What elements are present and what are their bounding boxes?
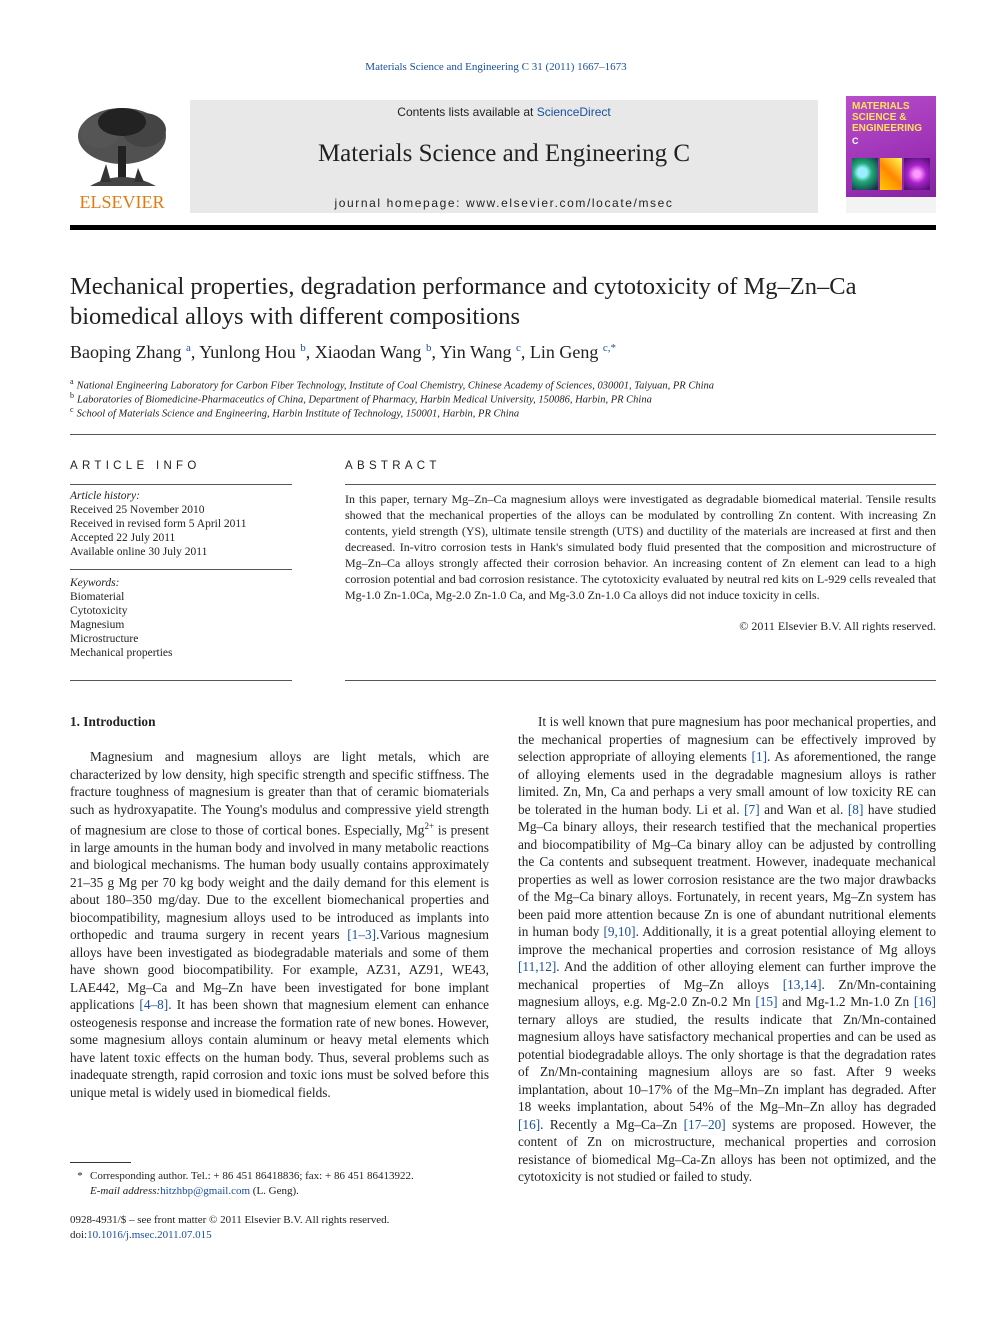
author-affil-mark[interactable]: c [516, 342, 521, 354]
affiliation-mark: b [70, 391, 74, 400]
footnote [70, 1169, 489, 1199]
body-text: and Mg-1.2 Mn-1.0 Zn [777, 994, 914, 1009]
journal-cover-image [846, 96, 936, 213]
author-list: Baoping Zhang $^a$, Yunlong Hou $^b$, Xiaodan Wang $^b$, Yin Wang $^c$, Lin Geng $^{c,*}$ [70, 342, 617, 362]
author-affil-mark[interactable]: b [300, 342, 306, 354]
citation-link[interactable]: [8] [847, 801, 864, 817]
section-divider [70, 434, 936, 435]
email-suffix: (L. Geng). [250, 1185, 299, 1197]
citation-link[interactable]: [16] [913, 994, 936, 1009]
footnote-rule [70, 1162, 131, 1163]
body-text: . And the addition of other alloying element can further improve the mechanical properties of Mg–Zn alloys [518, 959, 936, 992]
cover-art-panel [904, 158, 930, 190]
author-name[interactable]: Baoping Zhang [70, 342, 182, 362]
journal-header-box [190, 100, 818, 213]
body-right-column [518, 713, 936, 1186]
issn-line: 0928-4931/$ – see front matter © 2011 Elsevier B.V. All rights reserved. [70, 1214, 390, 1226]
contents-prefix: Contents lists available at [397, 105, 537, 119]
corresponding-author: Corresponding author. Tel.: + 86 451 86418836; fax: + 86 451 86413922. [90, 1170, 414, 1182]
abstract-heading: ABSTRACT [345, 460, 441, 472]
body-text: It is well known that pure magnesium has poor mechanical properties, and the mechanical properties of magnesium can be effectively improved by selection appropriate of alloying elements [518, 714, 936, 764]
author-name[interactable]: Lin Geng [529, 342, 599, 362]
affiliation [70, 405, 936, 420]
author-name[interactable]: Xiaodan Wang [314, 342, 422, 362]
author-affil-mark[interactable]: b [425, 342, 432, 354]
body-text: is present in large amounts in the human body and involved in many metabolic reactions and biological mechanisms. The human body usually contains approximately 21–35 g Mg per 70 kg body weight and the daily demand for this element is about 180–350 mg/day. Due to the excellent biomechanical properties and biocompatibility, magnesium alloys used to be introduced as implants into orthopedic and trauma surgery in recent years [70, 822, 489, 943]
author-affil-mark[interactable]: c,* [602, 342, 617, 354]
cover-art-panel [880, 158, 902, 190]
masthead [70, 94, 936, 216]
affiliation-text: School of Materials Science and Engineering, Harbin Institute of Technology, 150001, Harbin, PR China [76, 408, 520, 420]
journal-citation[interactable]: Materials Science and Engineering C 31 (2011) 1667–1673 [365, 61, 627, 73]
footnote-star: * [77, 1170, 83, 1182]
body-text: systems are proposed. However, the content of Zn on microstructure, mechanical properties and corrosion resistance of biomedical Mg–Ca-Zn alloys has been not optimized, and the cytotoxicity is not studied or failed to study. [518, 1116, 936, 1184]
keyword: Cytotoxicity [70, 605, 128, 617]
article-info-rule [70, 484, 292, 485]
history-item: Received in revised form 5 April 2011 [70, 518, 247, 530]
abstract-bottom-rule [345, 680, 936, 681]
keyword: Biomaterial [70, 591, 125, 603]
front-matter [70, 1213, 489, 1243]
affiliation-text: National Engineering Laboratory for Carbon Fiber Technology, Institute of Coal Chemistry, Chinese Academy of Sciences, 030001, Taiyuan, PR China [76, 380, 715, 392]
citation-link[interactable]: [9,10] [603, 924, 636, 939]
citation-link[interactable]: [11,12] [518, 959, 557, 974]
author-affil-mark[interactable]: a [185, 342, 191, 354]
body-text: . Additionally, it is a great potential alloying element to improve the mechanical properties and corrosion resistance of Mg alloys [518, 924, 937, 957]
citation-link[interactable]: [16] [518, 1116, 541, 1132]
abstract-text: In this paper, ternary Mg–Zn–Ca magnesium alloys were investigated as degradable biomedical material. Tensile results showed that the mechanical properties of the alloys can be modulated by controlling Zn content. With increasing Zn contents, yield strength (YS), ultimate tensile strength (UTS) and ductility of the materials are increased at first and then decreased. In-vitro corrosion tests in Hank's simulated body fluid presented that the composition and microstructure of Mg–Zn–Ca alloys strongly affected their corrosion behavior. An increasing content of Zn element can lead to a high corrosion potential and bad corrosion resistance. The cytotoxicity evaluated by neutral red kits on L-929 cells revealed that Mg-1.0 Zn-1.0Ca, Mg-2.0 Zn-1.0 Ca, and Mg-3.0 Zn-1.0 Ca alloys did not induce toxicity in cells. [345, 492, 936, 602]
sciencedirect-link[interactable]: ScienceDirect [536, 105, 611, 119]
citation-link[interactable]: [13,14] [782, 976, 822, 992]
keyword: Magnesium [70, 619, 125, 631]
history-item: Available online 30 July 2011 [70, 546, 208, 558]
body-text: . Zn/Mn-containing magnesium alloys, e.g. Mg-2.0 Zn-0.2 Mn [518, 976, 936, 1009]
body-left-column [70, 713, 489, 1101]
citation-link[interactable]: [4–8] [139, 997, 169, 1013]
cover-letter: C [852, 136, 859, 146]
body-text: . As aforementioned, the range of alloying elements used in the degradable magnesium alloys is rather limited. Zn, Mn, Ca and perhaps a very small amount of low toxicity RE can be tolerated in the human body. Li et al. [518, 749, 936, 817]
abstract-copyright: © 2011 Elsevier B.V. All rights reserved. [739, 619, 936, 633]
superscript: 2+ [424, 821, 435, 831]
paper-title: Mechanical properties, degradation performance and cytotoxicity of Mg–Zn–Ca biomedical alloys with different compositions [70, 273, 857, 330]
affiliation-mark: c [70, 405, 74, 414]
body-text: ternary alloys are studied, the results indicate that Zn/Mn-contained magnesium alloys have satisfactory mechanical properties and can be used as potential biodegradable alloys. The only shortage is that the degradation rates of Zn/Mn-containing magnesium alloys are so fast. After 9 weeks implantation, about 10–17% of the Mg–Mn–Zn implant has degraded. After 18 weeks implantation, about 54% of the Mg–Mn–Zn alloy has degraded [518, 1011, 936, 1114]
article-info [70, 489, 292, 660]
history-item: Received 25 November 2010 [70, 504, 205, 516]
keyword: Microstructure [70, 633, 139, 645]
citation-link[interactable]: [15] [755, 994, 778, 1009]
citation-link[interactable]: [17–20] [683, 1116, 726, 1132]
elsevier-tree-logo [70, 102, 174, 214]
body-text: .Various magnesium alloys have been investigated as biodegradable materials and some of them have shown good biocompatibility. For example, AZ31, AZ91, WE43, LAE442, Mg–Ca and Mg–Zn have been investigated for bone implant applications [70, 927, 489, 1013]
body-text: . It has been shown that magnesium element can enhance osteogenesis response and increase the formation rate of new bones. However, some magnesium alloys contain aluminum or heavy metal elements which have latent toxic effects on the human body. Thus, several problems such as inadequate strength, rapid corrosion and toxic ions must be solved before this unique metal is widely used in biomedical fields. [70, 997, 490, 1100]
doi-label: doi: [70, 1229, 88, 1241]
keywords-label: Keywords: [70, 577, 120, 589]
body-text: . Recently a Mg–Ca–Zn [540, 1116, 684, 1132]
intro-paragraph [70, 748, 489, 1101]
email-link[interactable]: hitzhbp@gmail.com [160, 1185, 251, 1197]
body-text: and Wan et al. [759, 801, 848, 817]
article-info-heading: ARTICLE INFO [70, 460, 201, 472]
header-divider [70, 225, 936, 230]
cover-title: MATERIALS SCIENCE & ENGINEERING [852, 101, 923, 134]
affiliation-mark: a [70, 377, 74, 386]
affiliation [70, 377, 936, 392]
intro-heading: 1. Introduction [70, 714, 156, 729]
journal-homepage[interactable]: journal homepage: www.elsevier.com/locate/msec [334, 196, 674, 210]
contents-line [190, 105, 818, 119]
affiliation [70, 391, 936, 406]
body-text: have studied Mg–Ca binary alloys, their research testified that the mechanical properties and biocompatibility of Mg–Ca binary alloy can be adjusted by controlling the Ca contents and subsequent treatment. However, inadequate mechanical properties as well as lower corrosion resistance are the two major drawbacks of the Mg–Ca binary alloys. Fortunately, in recent years, Mg–Zn system has been paid more attention because Zn is one of abundant nutritional elements in human body [518, 801, 936, 939]
cover-footer [846, 197, 936, 213]
article-info-bottom-rule [70, 680, 292, 681]
citation-link[interactable]: [1–3] [347, 927, 377, 943]
history-label: Article history: [70, 490, 140, 502]
citation-link[interactable]: [7] [744, 801, 760, 817]
abstract-rule [345, 484, 936, 485]
cover-art-panel [852, 158, 878, 190]
body-text: Magnesium and magnesium alloys are light metals, which are characterized by low density, high specific strength and specific stiffness. The fracture toughness of magnesium is greater than that of ceramic biomaterials such as hydroxyapatite. The Young's modulus and compressive yield strength of magnesium are close to those of cortical bones. Especially, Mg [70, 749, 489, 838]
author-name[interactable]: Yin Wang [439, 342, 512, 362]
journal-name: Materials Science and Engineering C [317, 140, 691, 167]
info-divider [70, 569, 292, 570]
doi-link[interactable]: 10.1016/j.msec.2011.07.015 [87, 1229, 212, 1241]
citation-link[interactable]: [1] [751, 749, 768, 764]
email-label: E-mail address: [90, 1185, 161, 1197]
author-name[interactable]: Yunlong Hou [199, 342, 296, 362]
intro-paragraph [518, 713, 936, 1186]
elsevier-wordmark: ELSEVIER [79, 192, 165, 212]
history-item: Accepted 22 July 2011 [70, 532, 176, 544]
keyword: Mechanical properties [70, 647, 173, 659]
affiliation-text: Laboratories of Biomedicine-Pharmaceutics of China, Department of Pharmacy, Harbin Medical University, 150086, Harbin, PR China [77, 394, 652, 406]
